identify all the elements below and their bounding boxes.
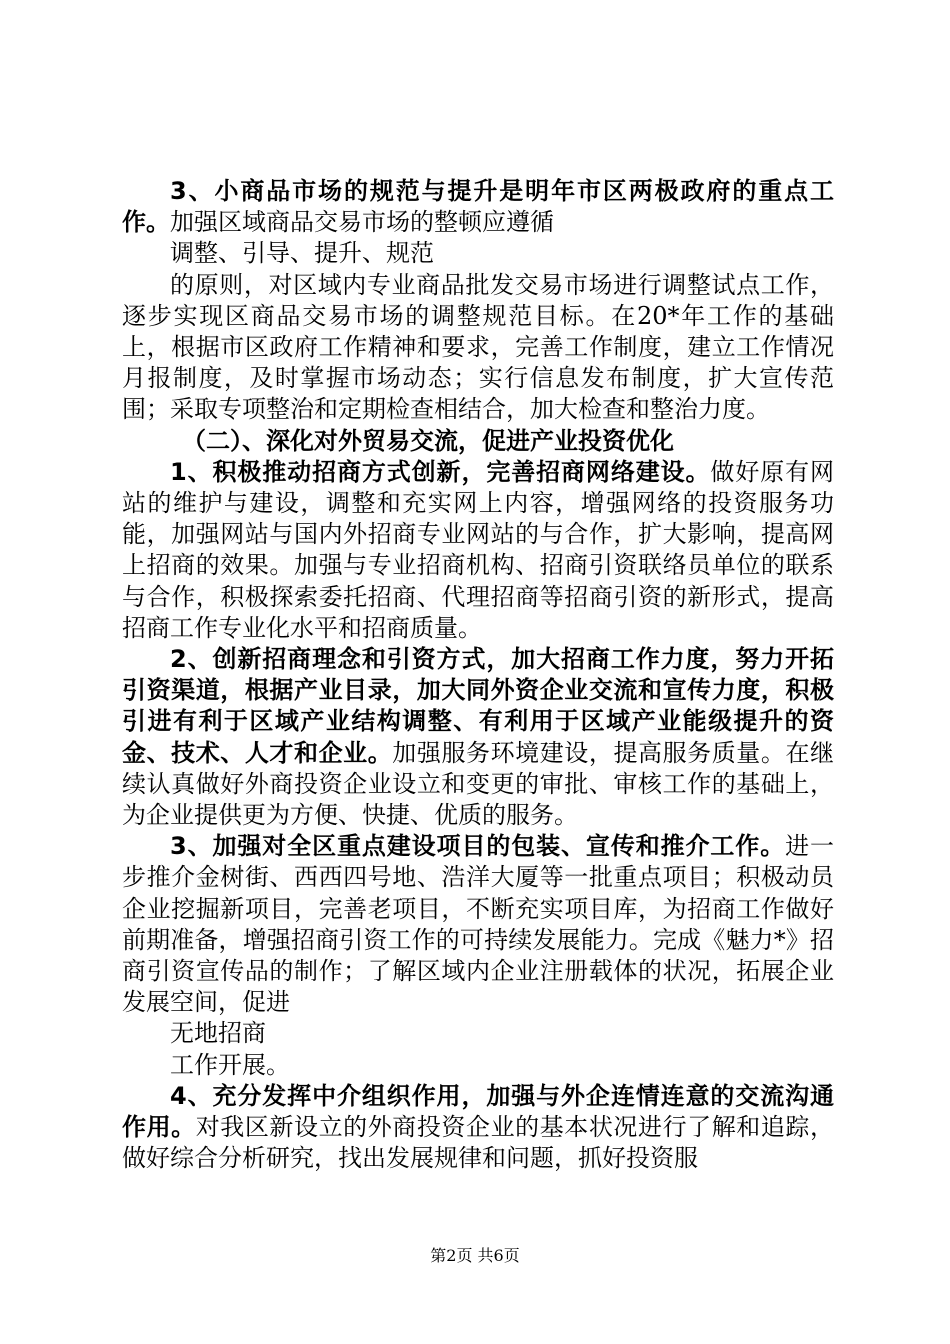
paragraph-lead: 1、积极推动招商方式创新，完善招商网络建设。 <box>170 457 711 486</box>
paragraph-intermediary <box>122 1081 834 1175</box>
paragraph-lead: 2、创新招商理念和引资方式，加大招商工作力度，努力开拓引资渠道，根据产业目录，加大同外资企业交流和宣传力度，积极引进有利于区域产业结构调整、有利用于区域产业能级提升的资金、技术、人才和企业。 <box>122 645 834 767</box>
paragraph-text: 加强服务环境建设，提高服务质量。在继续认真做好外商投资企业设立和变更的审批、审核工作的基础上，为企业提供更为方便、快捷、优质的服务。 <box>122 738 835 830</box>
paragraph-line: 无地招商 <box>170 1019 266 1048</box>
paragraph-key-projects <box>122 831 834 1018</box>
section-heading: （二）、深化对外贸易交流，促进产业投资优化 <box>182 426 674 455</box>
paragraph-text: 对我区新设立的外商投资企业的基本状况进行了解和追踪，做好综合分析研究，找出发展规律和问题，抓好投资服 <box>122 1113 835 1173</box>
paragraph-investment-concept <box>122 644 834 831</box>
paragraph-continuation: 的原则，对区域内专业商品批发交易市场进行调整试点工作，逐步实现区商品交易市场的调整规范目标。在20*年工作的基础上，根据市区政府工作精神和要求，完善工作制度，建立工作情况月报制度，及时掌握市场动态；实行信息发布制度，扩大宣传范围；采取专项整治和定期检查相结合，加大检查和整治力度。 <box>122 270 834 424</box>
page-number: 第2页 共6页 <box>430 1246 520 1265</box>
paragraph-text: 加强区域商品交易市场的整顿应遵循 <box>170 208 554 237</box>
paragraph-investment-network <box>122 457 834 644</box>
paragraph-line: 调整、引导、提升、规范 <box>170 239 434 268</box>
paragraph-line: 工作开展。 <box>170 1050 290 1079</box>
paragraph-text: 进一步推介金树街、西西四号地、浩洋大厦等一批重点项目；积极动员企业挖掘新项目，完善老项目，不断充实项目库，为招商工作做好前期准备，增强招商引资工作的可持续发展能力。完成《魅力*》招商引资宣传品的制作；了解区域内企业注册载体的状况，拓展企业发展空间，促进 <box>122 832 835 1017</box>
paragraph-lead: 3、加强对全区重点建设项目的包装、宣传和推介工作。 <box>170 832 786 861</box>
paragraph-lead: 3、小商品市场的规范与提升是明年市区两极政府的重点工作。 <box>122 177 834 237</box>
paragraph-lead: 4、充分发挥中介组织作用，加强与外企连情连意的交流沟通作用。 <box>122 1081 834 1142</box>
document-body <box>122 176 834 1175</box>
paragraph-text: 做好原有网站的维护与建设，调整和充实网上内容，增强网络的投资服务功能，加强网站与国内外招商专业网站的与合作，扩大影响，提高网上招商的效果。加强与专业招商机构、招商引资联络员单位的联系与合作，积极探索委托招商、代理招商等招商引资的新形式，提高招商工作专业化水平和招商质量。 <box>122 457 835 642</box>
paragraph-market-regulation <box>122 176 834 238</box>
